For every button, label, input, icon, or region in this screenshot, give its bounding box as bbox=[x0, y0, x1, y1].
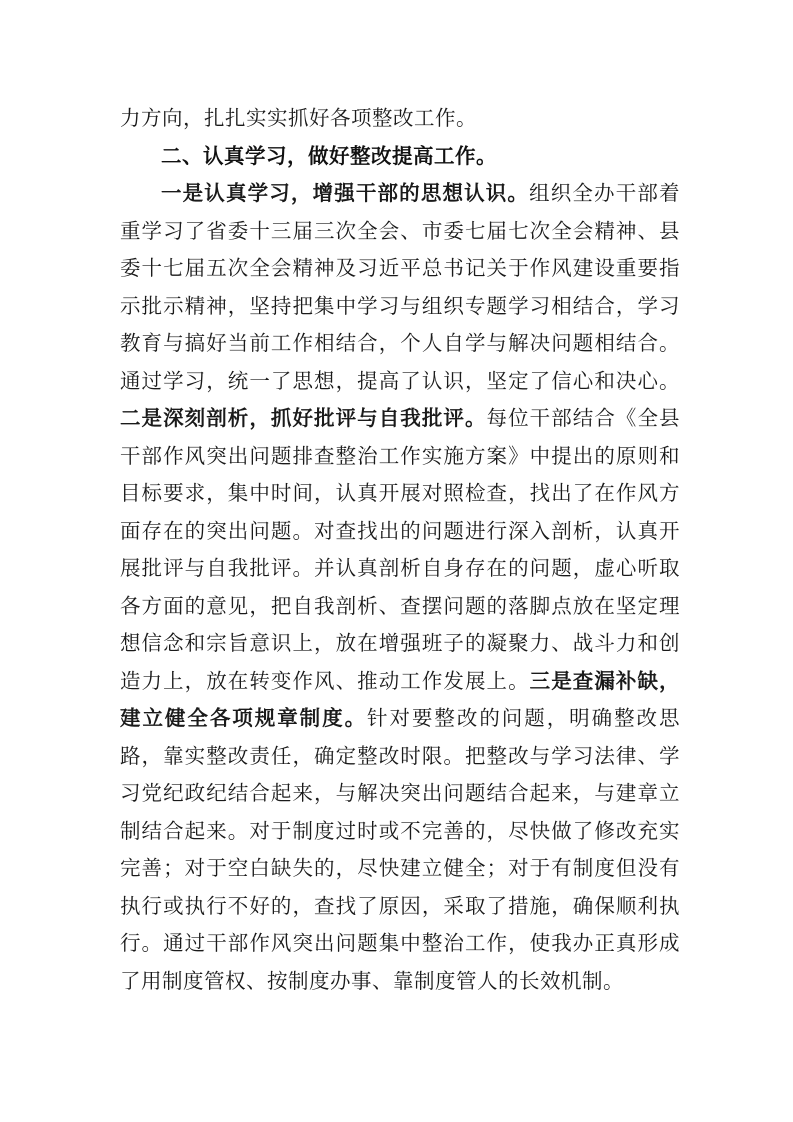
document-body bbox=[120, 100, 680, 1000]
body-paragraph bbox=[120, 175, 680, 1000]
lead-phrase-3: 三是查漏补缺，建立健全各项规章制度。 bbox=[120, 668, 681, 730]
body-text-1: 组织全办干部着重学习了省委十三届三次全会、市委七届七次全会精神、县委十七届五次全会精神及习近平总书记关于作风建设重要指示批示精神，坚持把集中学习与组织专题学习相结合，学习教育与搞好当前工作相结合，个人自学与解决问题相结合。通过学习，统一了思想，提高了认识，坚定了信心和决心。 bbox=[120, 181, 681, 393]
body-text-2: 每位干部结合《全县干部作风突出问题排查整治工作实施方案》中提出的原则和目标要求，集中时间，认真开展对照检查，找出了在作风方面存在的突出问题。对查找出的问题进行深入剖析，认真开展批评与自我批评。并认真剖析自身存在的问题，虚心听取各方面的意见，把自我剖析、查摆问题的落脚点放在坚定理想信念和宗旨意识上，放在增强班子的凝聚力、战斗力和创造力上，放在转变作风、推动工作发展上。 bbox=[120, 406, 681, 693]
lead-phrase-2: 二是深刻剖析，抓好批评与自我批评。 bbox=[120, 406, 487, 430]
body-text-3: 针对要整改的问题，明确整改思路，靠实整改责任，确定整改时限。把整改与学习法律、学习党纪政纪结合起来，与解决突出问题结合起来，与建章立制结合起来。对于制度过时或不完善的，尽快做了修改充实完善；对于空白缺失的，尽快建立健全；对于有制度但没有执行或执行不好的，查找了原因，采取了措施，确保顺利执行。通过干部作风突出问题集中整治工作，使我办正真形成了用制度管权、按制度办事、靠制度管人的长效机制。 bbox=[120, 706, 681, 993]
section-heading: 二、认真学习，做好整改提高工作。 bbox=[161, 143, 497, 168]
lead-phrase-1: 一是认真学习，增强干部的思想认识。 bbox=[161, 181, 530, 205]
continued-paragraph: 力方向，扎扎实实抓好各项整改工作。 bbox=[120, 106, 477, 130]
